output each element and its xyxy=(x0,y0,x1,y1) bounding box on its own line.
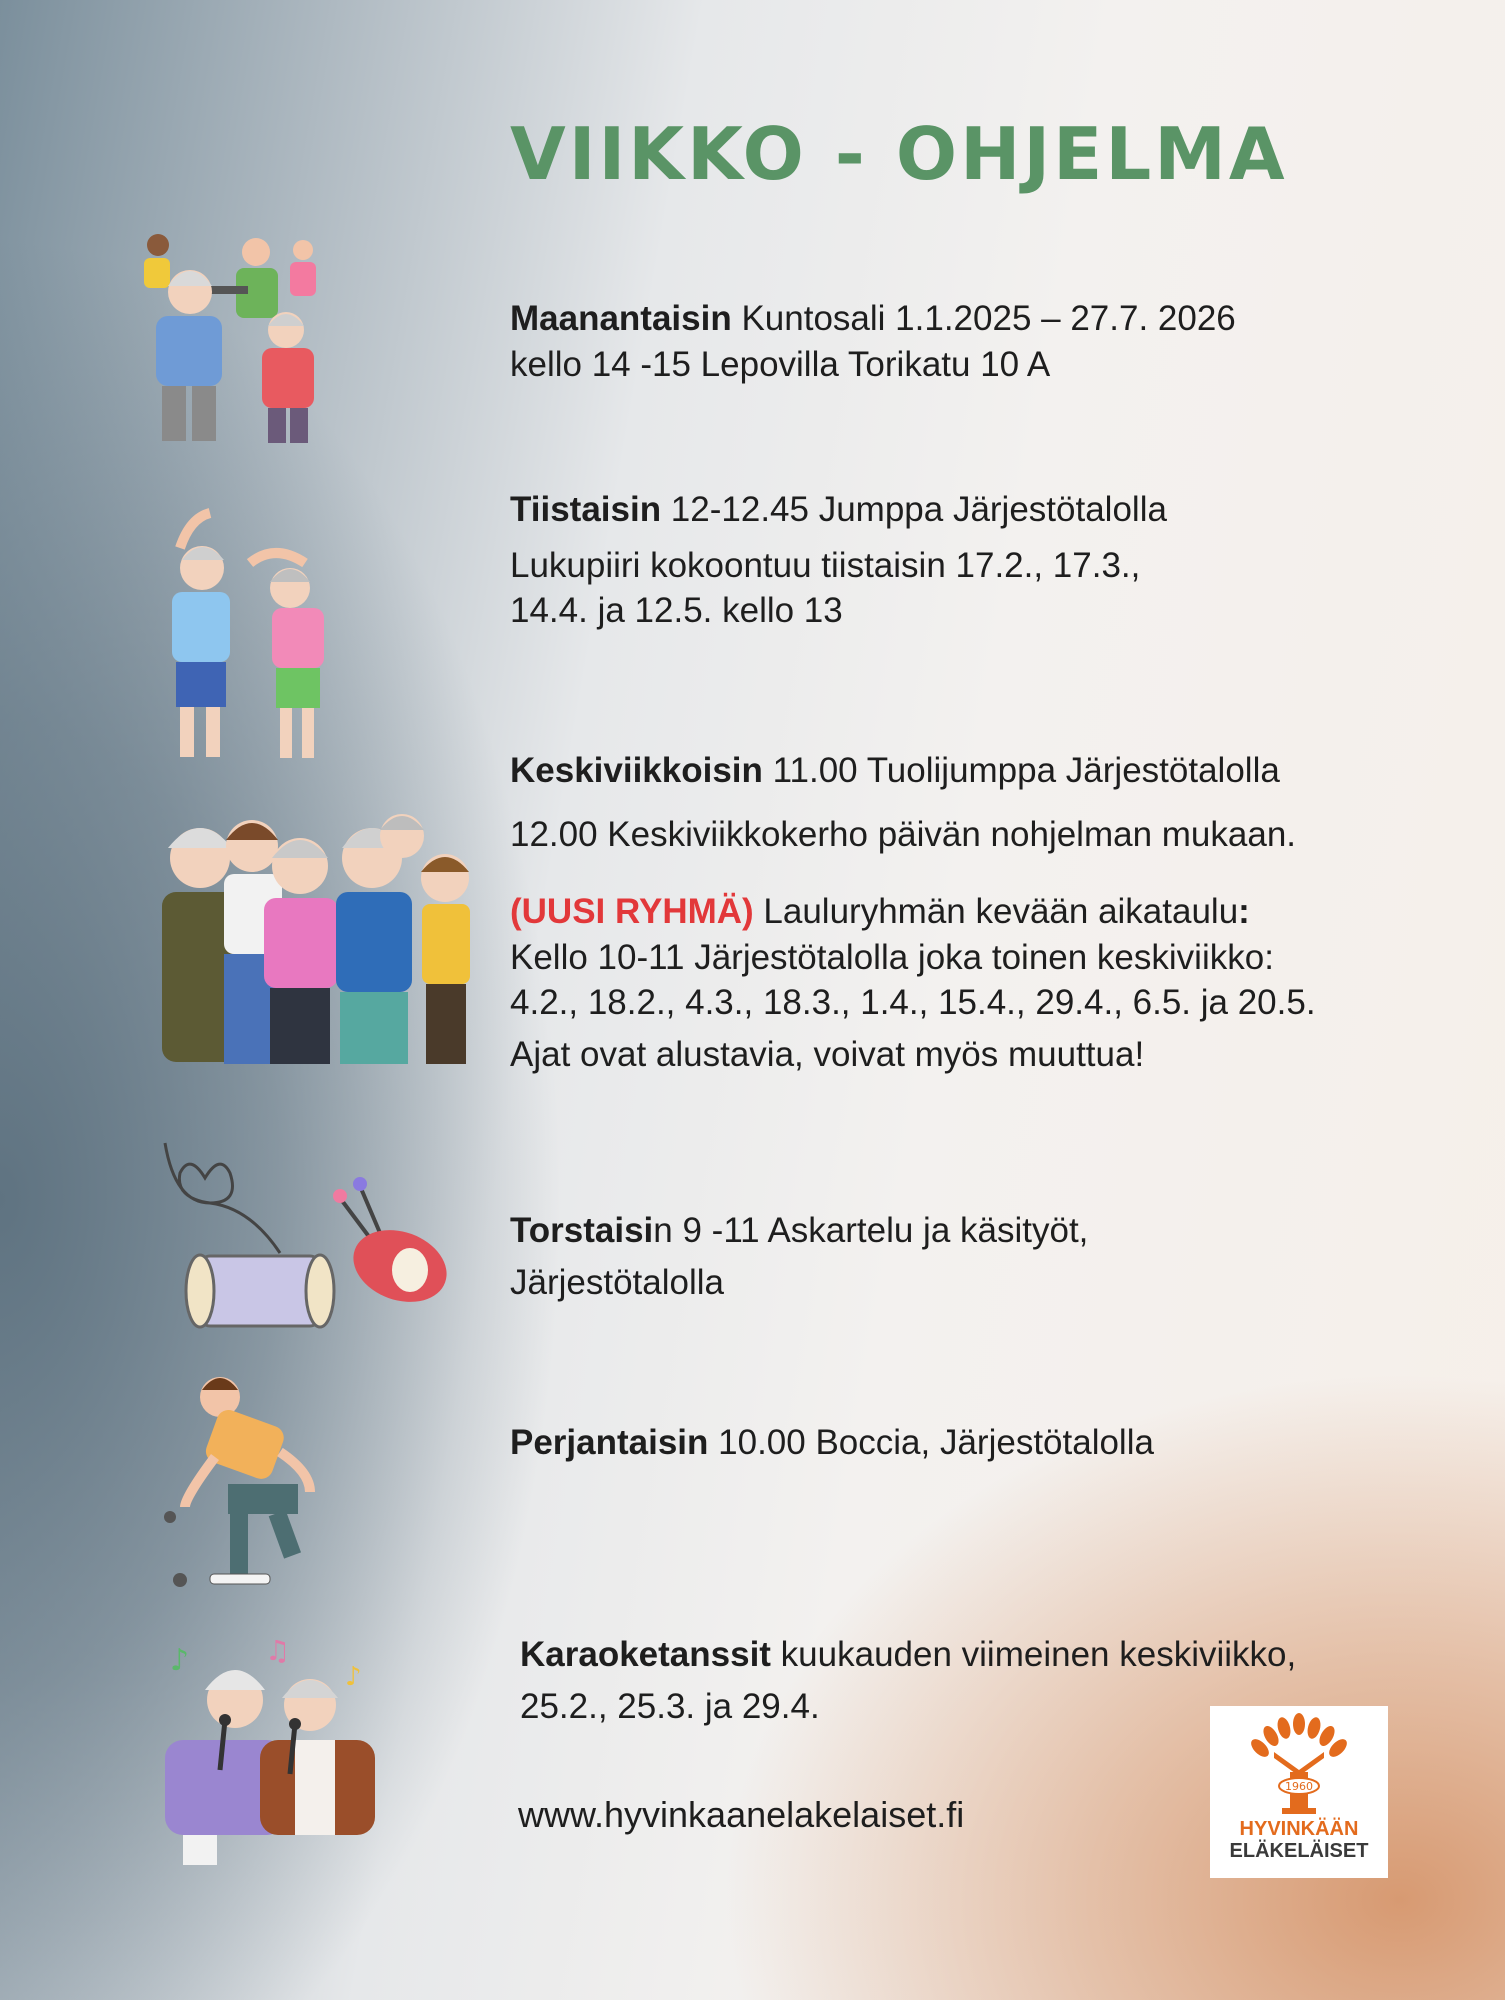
hyvinkaan-elakelaiset-logo xyxy=(1210,1706,1388,1878)
tuesday-schedule xyxy=(510,487,1167,634)
choir-colon: : xyxy=(1238,892,1250,931)
choir-time-place: Kello 10-11 Järjestötalolla joka toinen keskiviikko: xyxy=(510,937,1274,977)
karaoke-text: kuukauden viimeinen keskiviikko, xyxy=(770,1635,1297,1674)
wednesday-club: 12.00 Keskiviikkokerho päivän nohjelman mukaan. xyxy=(510,814,1297,854)
logo-name-line2: ELÄKELÄISET xyxy=(1229,1840,1369,1862)
svg-text:♪: ♪ xyxy=(170,1643,190,1678)
choir-dates: 4.2., 18.2., 4.3., 18.3., 1.4., 15.4., 29.4., 6.5. ja 20.5. xyxy=(510,983,1316,1022)
svg-text:♪: ♪ xyxy=(345,1662,362,1692)
svg-text:♫: ♫ xyxy=(265,1640,291,1667)
monday-label: Maanantaisin xyxy=(510,299,732,338)
friday-label: Perjantaisin xyxy=(510,1423,709,1462)
wednesday-label: Keskiviikkoisin xyxy=(510,751,763,790)
monday-text: Kuntosali 1.1.2025 – 27.7. 2026 xyxy=(731,299,1236,338)
stretching-seniors-illustration xyxy=(150,508,350,766)
boccia-player-illustration xyxy=(160,1372,360,1592)
logo-year: 1960 xyxy=(1285,1780,1313,1793)
friday-schedule xyxy=(510,1420,1154,1466)
gym-seniors-illustration xyxy=(138,230,338,445)
thursday-text: n 9 -11 Askartelu ja käsityöt, xyxy=(653,1211,1089,1250)
thursday-label: Torstaisi xyxy=(510,1211,654,1250)
group-of-seniors-illustration xyxy=(140,808,475,1088)
new-group-badge: (UUSI RYHMÄ) xyxy=(510,892,754,931)
choir-heading: Lauluryhmän kevään aikataulu xyxy=(753,892,1239,931)
logo-name-line1: HYVINKÄÄN xyxy=(1239,1818,1359,1840)
karaoke-schedule xyxy=(520,1632,1296,1729)
karaoke-seniors-illustration xyxy=(165,1640,380,1875)
thursday-schedule xyxy=(510,1208,1088,1305)
tuesday-reading-dates: 14.4. ja 12.5. kello 13 xyxy=(510,591,843,630)
wednesday-text: 11.00 Tuolijumppa Järjestötalolla xyxy=(762,751,1280,790)
wheat-sheaf-icon xyxy=(1244,1712,1354,1816)
page-title: VIIKKO - OHJELMA xyxy=(510,112,1288,196)
tuesday-label: Tiistaisin xyxy=(510,490,662,529)
tuesday-text: 12-12.45 Jumppa Järjestötalolla xyxy=(661,490,1167,529)
tuesday-reading-circle: Lukupiiri kokoontuu tiistaisin 17.2., 17.3., xyxy=(510,545,1141,585)
thursday-place: Järjestötalolla xyxy=(510,1262,724,1302)
choir-note: Ajat ovat alustavia, voivat myös muuttua! xyxy=(510,1034,1145,1074)
karaoke-label: Karaoketanssit xyxy=(520,1635,771,1674)
wednesday-schedule xyxy=(510,748,1316,1077)
crafts-yarn-illustration xyxy=(160,1138,460,1338)
karaoke-dates: 25.2., 25.3. ja 29.4. xyxy=(520,1686,820,1726)
monday-schedule xyxy=(510,296,1236,387)
monday-time-place: kello 14 -15 Lepovilla Torikatu 10 A xyxy=(510,344,1051,384)
website-link[interactable]: www.hyvinkaanelakelaiset.fi xyxy=(518,1794,965,1835)
friday-text: 10.00 Boccia, Järjestötalolla xyxy=(708,1423,1154,1462)
